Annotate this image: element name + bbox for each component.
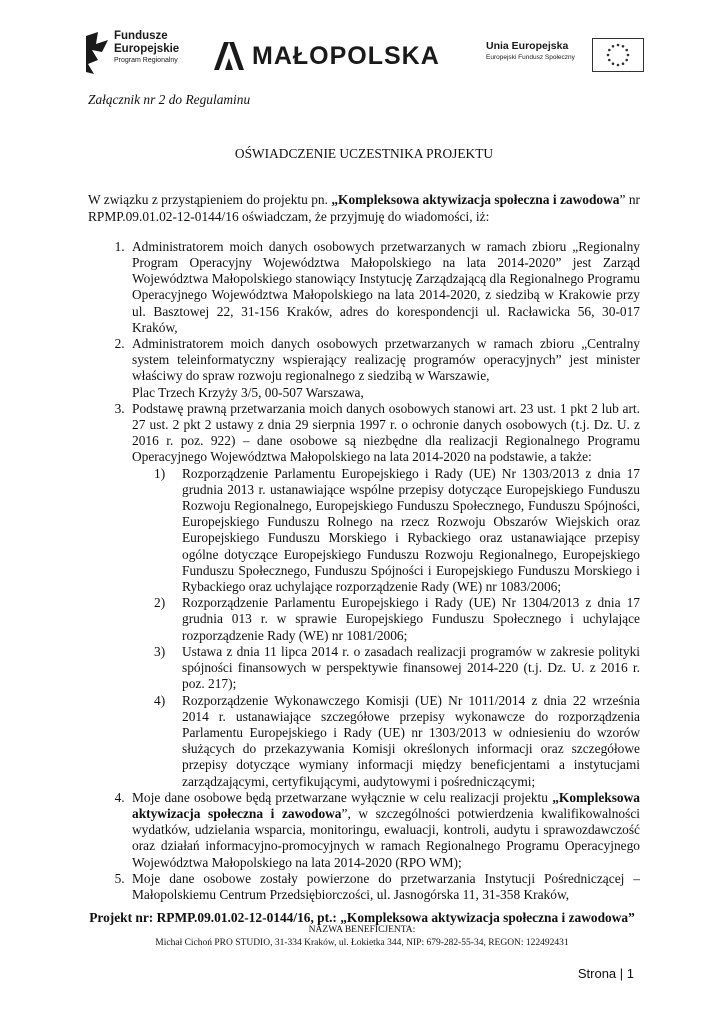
legal-basis-text: Ustawa z dnia 11 lipca 2014 r. o zasadach realizacji programów w zakresie polityki spójności finansowych w perspektywie finansowej 2014-220 (t.j. Dz. U. z 2016 r. poz. 217); (182, 643, 640, 692)
fe-logo-line2: Europejskie (114, 43, 180, 55)
legal-basis-item (154, 692, 640, 790)
fundusze-europejskie-logo (84, 30, 204, 78)
intro-project-name: „Kompleksowa aktywizacja społeczna i zawodowa (331, 192, 620, 208)
statement-item-3 (128, 401, 640, 790)
legal-basis-num: 3) (154, 643, 166, 659)
legal-basis-item (154, 643, 640, 693)
fe-logo-line1: Fundusze (114, 30, 168, 42)
statement-item-text: Moje dane osobowe zostały powierzone do przetwarzania Instytucji Pośredniczącej – Małopolskiemu Centrum Przedsiębiorczości, ul. Jasnogórska 11, 31-358 Kraków, (132, 870, 640, 902)
intro-paragraph (88, 192, 640, 224)
fe-star-icon (84, 30, 110, 76)
legal-basis-num: 4) (154, 692, 166, 708)
legal-basis-text: Rozporządzenie Parlamentu Europejskiego i Rady (UE) Nr 1304/2013 z dnia 17 grudnia 013 r. w sprawie Europejskiego Funduszu Społecznego i uchylające rozporządzenie Rady (WE) nr 1081/2006; (182, 595, 640, 643)
legal-basis-text: Rozporządzenie Parlamentu Europejskiego i Rady (UE) Nr 1303/2013 z dnia 17 grudnia 2013 r. ustanawiające wspólne przepisy dotyczące Europejskiego Funduszu Rozwoju Regionalnego, Europejskiego Funduszu Społecznego, Funduszu Spójności, Europejskiego Funduszu Rolnego na rzecz Rozwoju Obszarów Wiejskich oraz Europejskiego Funduszu Morskiego i Rybackiego oraz ustanawiające przepisy ogólne dotyczące Europejskiego Funduszu Rozwoju Regionalnego, Europejskiego Funduszu Społecznego, Funduszu Spójności i Europejskiego Funduszu Morskiego i Rybackiego oraz uchylające rozporządzenie Rady (WE) nr 1083/2006; (182, 465, 640, 595)
legal-basis-num: 2) (154, 595, 166, 611)
statement-item-project-name: „Kompleksowa aktywizacja społeczna i zawodowa (132, 789, 640, 821)
ue-logo (486, 36, 646, 76)
legal-basis-text: Rozporządzenie Wykonawczego Komisji (UE) Nr 1011/2014 z dnia 22 września 2014 r. ustanawiające szczegółowe przepisy wykonawcze do rozporządzenia Parlamentu Europejskiego i Rady (UE) nr 1303/2013 w odniesieniu do wzorów służących do przekazywania Komisji określonych informacji oraz szczegółowe przepisy dotyczące wymiany informacji między beneficjentami a instytucjami zarządzającymi, certyfikującymi, audytowymi i pośredniczącymi; (182, 692, 640, 789)
statement-item-address: Plac Trzech Krzyży 3/5, 00-507 Warszawa, (132, 384, 364, 400)
fe-logo-line3: Program Regionalny (114, 57, 178, 64)
malopolska-mark-icon (212, 40, 246, 72)
intro-before: W związku z przystąpieniem do projektu pn. (88, 192, 332, 208)
statement-item-text: Administratorem moich danych osobowych przetwarzanych w ramach zbioru „Regionalny Program Operacyjny Województwa Małopolskiego na lata 2014-2020” jest Zarząd Województwa Małopolskiego stanowiący Instytucję Zarządzającą dla Regionalnego Programu Operacyjnego Województwa Małopolskiego na lata 2014-2020, z siedzibą w Krakowie przy ul. Basztowej 22, 31-156 Kraków, adres do korespondencji ul. Racławicka 56, 30-017 Kraków, (132, 238, 640, 335)
footer-beneficiary: Michał Cichoń PRO STUDIO, 31-334 Kraków, ul. Łokietka 344, NIP: 679-282-55-34, REGON: 122492431 (155, 938, 569, 948)
statement-item-text: Administratorem moich danych osobowych przetwarzanych w ramach zbioru „Centralny system teleinformatyczny wspierający realizację programów operacyjnych” jest minister właściwy do spraw rozwoju regionalnego z siedzibą w Warszawie, (132, 336, 640, 384)
ue-logo-line1: Unia Europejska (486, 40, 569, 52)
footer-project: Projekt nr: RPMP.09.01.02-12-0144/16, pt.: „Kompleksowa aktywizacja społeczna i zawodowa” (89, 910, 635, 925)
statement-item-4 (128, 790, 640, 871)
statement-item-5 (128, 871, 640, 903)
statement-item-1 (128, 239, 640, 336)
legal-basis-item (154, 465, 640, 596)
legal-basis-list (132, 466, 640, 790)
intro-after: ” nr RPMP.09.01.02-12-0144/16 oświadczam, że przyjmuję do wiadomości, iż: (88, 192, 640, 224)
statement-list (88, 239, 640, 903)
eu-flag-icon (592, 38, 644, 72)
footer-beneficiary-label: NAZWA BENEFICJENTA: (308, 925, 416, 935)
statement-item-before: Moje dane osobowe będą przetwarzane wyłącznie w celu realizacji projektu (132, 789, 553, 805)
malopolska-logo-text: MAŁOPOLSKA (252, 42, 440, 70)
logo-header (84, 26, 644, 82)
document-body (88, 92, 640, 903)
document-title: OŚWIADCZENIE UCZESTNIKA PROJEKTU (234, 146, 494, 162)
legal-basis-item (154, 595, 640, 644)
malopolska-logo (212, 40, 452, 74)
eu-stars-icon (593, 39, 643, 71)
statement-item-text: Podstawę prawną przetwarzania moich danych osobowych stanowi art. 23 ust. 1 pkt 2 lub art. 27 ust. 2 pkt 2 ustawy z dnia 29 sierpnia 1997 r. o ochronie danych osobowych (t.j. Dz. U. z 2016 r. poz. 922) – dane osobowe są niezbędne dla realizacji Regionalnego Programu Operacyjnego Województwa Małopolskiego na lata 2014-2020 na podstawie, a także: (132, 400, 640, 465)
page-footer (50, 910, 674, 951)
page-number: Strona | 1 (577, 966, 634, 981)
legal-basis-num: 1) (154, 465, 166, 481)
annex-label: Załącznik nr 2 do Regulaminu (88, 92, 251, 107)
ue-logo-line2: Europejski Fundusz Społeczny (486, 54, 575, 61)
statement-item-after: ”, w szczególności potwierdzenia kwalifikowalności wydatków, udzielania wsparcia, monitoringu, ewaluacji, kontroli, audytu i sprawozdawczość oraz działań informacyjno-promocyjnych w ramach Regionalnego Programu Operacyjnego Województwa Małopolskiego na lata 2014-2020 (RPO WM); (132, 805, 641, 870)
statement-item-2 (128, 336, 640, 401)
